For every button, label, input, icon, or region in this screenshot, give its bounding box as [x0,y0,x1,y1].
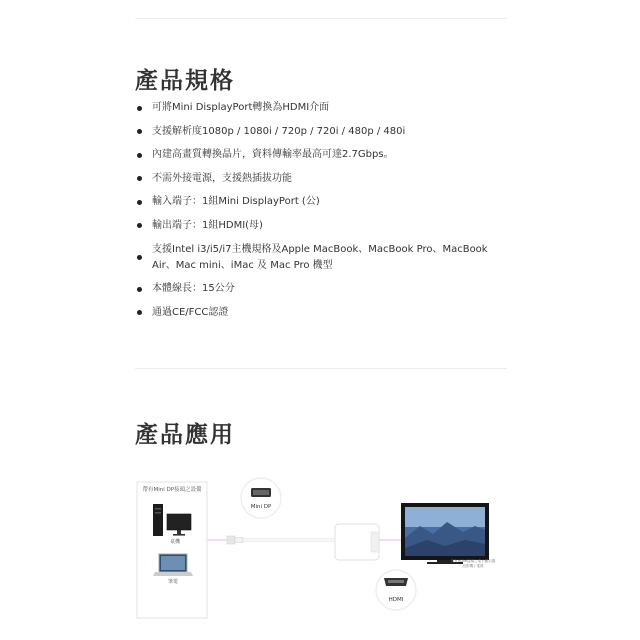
spec-item: 支援Intel i3/i5/i7主機規格及Apple MacBook、MacBook Pro、MacBook Air、Mac mini、iMac 及 Mac Pro 機型 [135,242,507,274]
spec-item: 本體線長：15公分 [135,281,507,297]
source-devices-box [137,482,207,618]
connection-diagram [135,470,507,620]
desktop-label: 桌機 [169,539,181,545]
application-diagram [135,470,507,620]
mini-dp-label: Mini DP [250,504,272,510]
laptop-icon [153,554,193,576]
spec-item: 輸入端子：1組Mini DisplayPort (公) [135,194,507,210]
spec-item: 可將Mini DisplayPort轉換為HDMI介面 [135,100,507,116]
spec-item: 內建高畫質轉換晶片，資料傳輸率最高可達2.7Gbps。 [135,147,507,163]
section-divider [135,368,507,369]
specs-title: 產品規格 [135,68,235,94]
hdmi-port-icon [376,570,416,610]
top-divider [135,18,507,19]
spec-item: 支援解析度1080p / 1080i / 720p / 720i / 480p / 480i [135,124,507,140]
hdmi-label: HDMI [388,597,404,603]
display-caption-line2: 投影機 / 電視 [462,564,484,568]
display-caption-line1: 具有HDMI接頭之電子顯示器 [450,559,496,563]
spec-item: 不需外接電源，支援熱插拔功能 [135,171,507,187]
source-box-title: 帶有Mini DP接頭之設備 [142,487,202,493]
application-title: 產品應用 [135,422,235,448]
adapter-cable [227,524,379,560]
spec-item: 通過CE/FCC認證 [135,305,507,321]
specs-list [135,100,507,328]
spec-item: 輸出端子：1組HDMI(母) [135,218,507,234]
mini-dp-port-icon [241,478,281,518]
laptop-label: 筆電 [167,579,179,585]
display-icon [401,503,489,564]
